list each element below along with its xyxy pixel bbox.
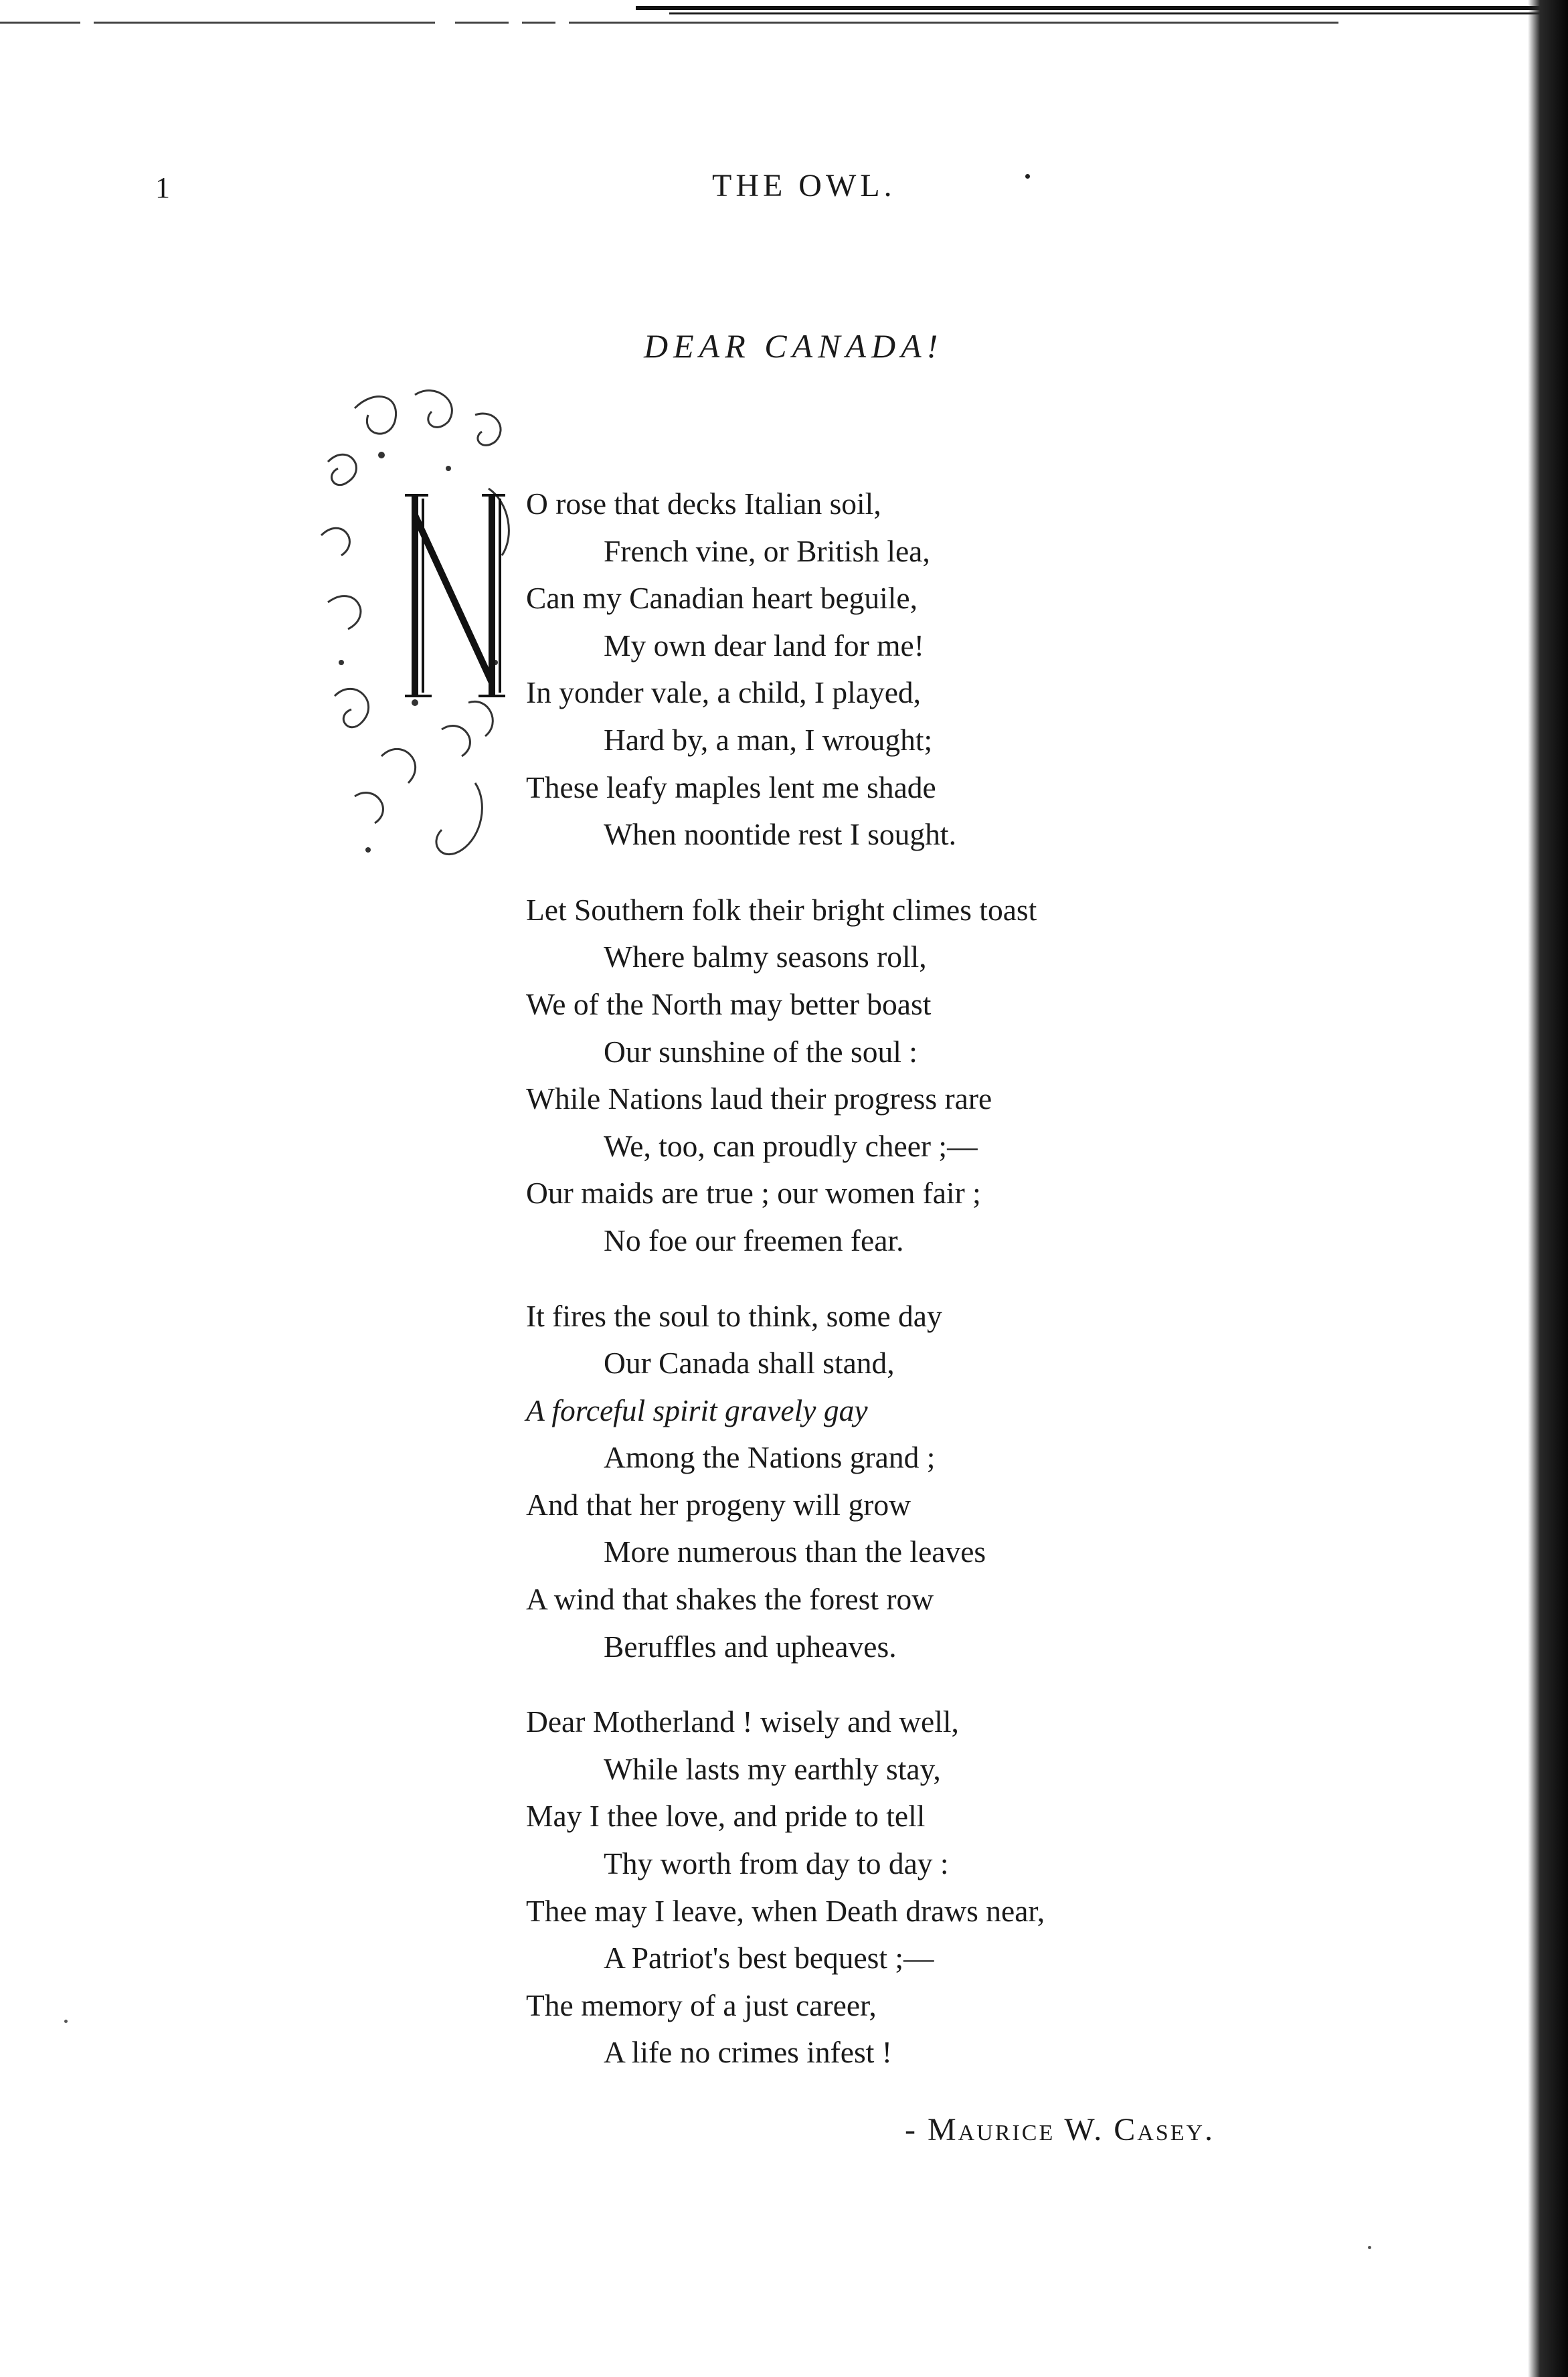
poem-line: A Patriot's best bequest ;— [604, 1941, 934, 1975]
poem-line: Our sunshine of the soul : [604, 1034, 918, 1069]
running-head: THE OWL. [712, 168, 896, 203]
poem-line: While Nations laud their progress rare [526, 1081, 992, 1116]
poem-line: When noontide rest I sought. [604, 817, 956, 852]
poem-line: My own dear land for me! [604, 628, 924, 663]
poem-line: French vine, or British lea, [604, 533, 930, 568]
ornamental-dropcap [315, 381, 535, 883]
poem-line: Where balmy seasons roll, [604, 940, 927, 974]
stanza [526, 1698, 1396, 2077]
author-signature: - Maurice W. Casey. [905, 2112, 1215, 2147]
poem-line: Our Canada shall stand, [604, 1346, 895, 1381]
poem-line: Let Southern folk their bright climes toast [526, 892, 1037, 927]
poem-body [526, 480, 1396, 2077]
stanza [526, 1293, 1396, 1671]
print-speck [64, 2020, 68, 2023]
poem-title: DEAR CANADA! [644, 327, 944, 365]
poem-line: In yonder vale, a child, I played, [526, 675, 922, 710]
poem-line: The memory of a just career, [526, 1988, 877, 2022]
poem-line: Hard by, a man, I wrought; [604, 722, 933, 757]
stanza [526, 887, 1396, 1265]
running-head-dot [1025, 174, 1030, 179]
stanza [526, 480, 1396, 859]
poem-line: Thee may I leave, when Death draws near, [526, 1893, 1045, 1928]
poem-line: Thy worth from day to day : [604, 1846, 949, 1881]
poem-line: And that her progeny will grow [526, 1487, 911, 1522]
poem-line: Our maids are true ; our women fair ; [526, 1176, 981, 1211]
page-number: 1 [155, 171, 170, 204]
poem-line: It fires the soul to think, some day [526, 1298, 942, 1333]
poem-line: Among the Nations grand ; [604, 1440, 936, 1475]
top-rule-line [0, 0, 1568, 27]
poem-line: We of the North may better boast [526, 986, 932, 1021]
poem-line: O rose that decks Italian soil, [526, 487, 881, 521]
page-edge-shadow [1528, 0, 1568, 2377]
poem-line: These leafy maples lent me shade [526, 770, 936, 804]
poem-line: We, too, can proudly cheer ;— [604, 1128, 978, 1163]
poem-line: Dear Motherland ! wisely and well, [526, 1704, 959, 1739]
poem-line: While lasts my earthly stay, [604, 1751, 941, 1786]
poem-line: May I thee love, and pride to tell [526, 1799, 926, 1834]
poem-line: A wind that shakes the forest row [526, 1582, 934, 1617]
poem-line: Can my Canadian heart beguile, [526, 581, 918, 616]
poem-line: A life no crimes infest ! [604, 2035, 892, 2070]
poem-line: More numerous than the leaves [604, 1534, 986, 1569]
poem-line: A forceful spirit gravely gay [526, 1393, 868, 1427]
print-speck [1368, 2246, 1371, 2249]
poem-line: Beruffles and upheaves. [604, 1629, 897, 1664]
poem-line: No foe our freemen fear. [604, 1223, 904, 1257]
